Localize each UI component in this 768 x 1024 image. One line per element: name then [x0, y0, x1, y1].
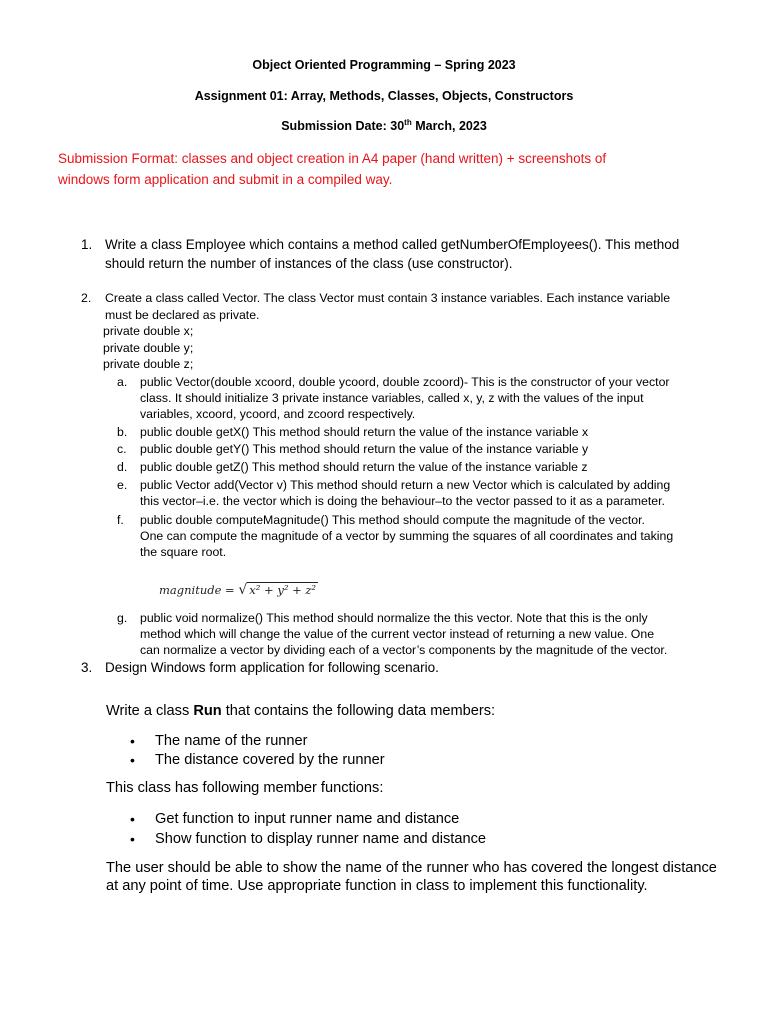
magnitude-formula [159, 582, 318, 598]
q3-class-name: Run [193, 703, 222, 719]
q3-number: 3. [81, 660, 93, 675]
q3-para3-line2: at any point of time. Use appropriate function in class to implement this functionality. [106, 878, 648, 894]
q2-item-label: f. [117, 513, 124, 527]
bullet-icon: • [130, 752, 135, 768]
bullet-icon: • [130, 811, 135, 827]
submission-date-sup: th [404, 117, 412, 127]
q1-line1: Write a class Employee which contains a method called getNumberOfEmployees(). This method [105, 237, 680, 252]
q2-item-e-line: this vector–i.e. the vector which is doing the behaviour–to the vector passed to it as a parameter. [140, 494, 665, 508]
q2-item-g-line: public void normalize() This method should normalize the this vector. Note that this is the only [140, 611, 648, 625]
submission-date-prefix: Submission Date: 30 [281, 119, 405, 133]
q2-item-a-line: class. It should initialize 3 private instance variables, called x, y, z with the values of the input [140, 391, 644, 405]
q3-para1-post: that contains the following data members: [221, 703, 496, 719]
q3-para3-line1: The user should be able to show the name of the runner who has covered the longest distance [106, 860, 717, 876]
q2-item-a-line: public Vector(double xcoord, double ycoord, double zcoord)- This is the constructor of your vector [140, 375, 670, 389]
q2-line1: Create a class called Vector. The class Vector must contain 3 instance variables. Each instance variable [105, 291, 671, 305]
q1-line2: should return the number of instances of the class (use constructor). [105, 256, 513, 271]
q3-function: Get function to input runner name and distance [155, 811, 460, 827]
q2-var-y: private double y; [103, 341, 194, 355]
q2-item-f-line: the square root. [140, 545, 227, 559]
submission-date [0, 119, 768, 133]
q3-member: The distance covered by the runner [155, 752, 385, 768]
bullet-icon: • [130, 733, 135, 749]
sqrt-icon: √ [238, 582, 248, 598]
q2-item-d-line: public double getZ() This method should return the value of the instance variable z [140, 460, 588, 474]
q2-item-b-line: public double getX() This method should return the value of the instance variable x [140, 425, 589, 439]
q2-number: 2. [81, 291, 92, 305]
q2-item-a-line: variables, xcoord, ycoord, and zcoord respectively. [140, 407, 416, 421]
q2-item-label: a. [117, 375, 128, 389]
q2-item-e-line: public Vector add(Vector v) This method should return a new Vector which is calculated by adding [140, 478, 671, 492]
q3-member: The name of the runner [155, 733, 308, 749]
format-note-line2: windows form application and submit in a compiled way. [58, 172, 393, 187]
q2-item-label: g. [117, 611, 128, 625]
q2-item-label: e. [117, 478, 128, 492]
format-note-line1: Submission Format: classes and object creation in A4 paper (hand written) + screenshots of [58, 151, 607, 166]
q3-para1-pre: Write a class [106, 703, 194, 719]
bullet-icon: • [130, 831, 135, 847]
q3-function: Show function to display runner name and distance [155, 831, 486, 847]
q3-line1: Design Windows form application for following scenario. [105, 660, 439, 675]
q3-para2: This class has following member functions: [106, 780, 384, 796]
q2-item-g-line: method which will change the value of the current vector instead of returning a new value. One [140, 627, 655, 641]
q1-number: 1. [81, 237, 93, 252]
q2-line2: must be declared as private. [105, 308, 260, 322]
q2-item-c-line: public double getY() This method should return the value of the instance variable y [140, 442, 589, 456]
q3-para1 [106, 703, 495, 719]
formula-lhs: magnitude = [159, 583, 235, 597]
q2-item-f-line: public double computeMagnitude() This method should compute the magnitude of the vector. [140, 513, 645, 527]
q2-item-label: c. [117, 442, 127, 456]
q2-var-x: private double x; [103, 324, 194, 338]
q2-item-label: d. [117, 460, 128, 474]
q2-item-f-line: One can compute the magnitude of a vector by summing the squares of all coordinates and taking [140, 529, 674, 543]
formula-rhs: x² + y² + z² [249, 583, 317, 597]
q2-item-g-line: can normalize a vector by dividing each of a vector’s components by the magnitude of the vector. [140, 643, 668, 657]
course-title: Object Oriented Programming – Spring 2023 [252, 58, 516, 72]
assignment-title: Assignment 01: Array, Methods, Classes, Objects, Constructors [194, 89, 574, 103]
q2-var-z: private double z; [103, 357, 194, 371]
q2-item-label: b. [117, 425, 128, 439]
submission-date-suffix: March, 2023 [411, 119, 487, 133]
